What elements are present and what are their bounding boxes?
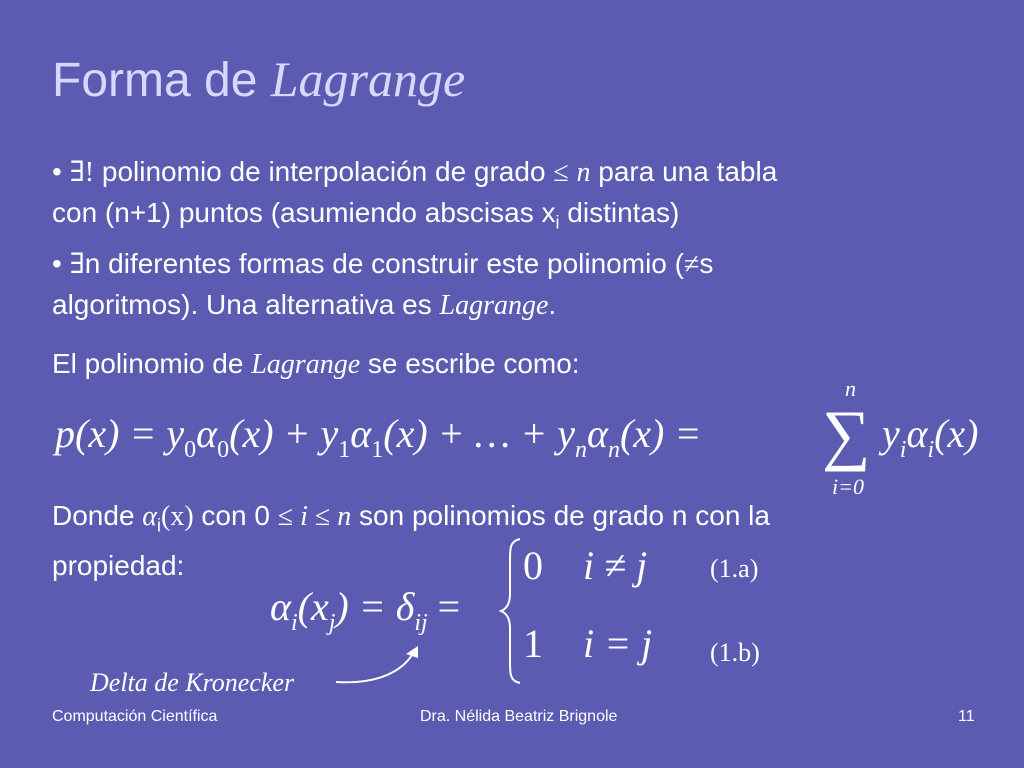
title-text: Forma de [52, 54, 258, 107]
sum-y: y [882, 411, 900, 456]
sum-lower-text: i=0 [832, 474, 864, 499]
where-text-c: son polinomios de grado n con la [351, 500, 770, 531]
intro-emphasis: Lagrange [251, 349, 361, 380]
bullet1-text-end: para una tabla [590, 156, 778, 187]
exists-symbol: ∃ [69, 249, 85, 280]
formula-sub: i [899, 437, 907, 463]
formula-term: (x) + … + y [383, 411, 575, 456]
alpha-symbol: α [270, 584, 291, 629]
degree-n: n [576, 157, 591, 188]
exists-unique-symbol: ∃! [69, 157, 95, 188]
lagrange-formula [55, 410, 701, 464]
formula-sub: i [927, 437, 935, 463]
bullet-forms [52, 244, 713, 326]
formula-lhs: p(x) = y [55, 411, 185, 456]
curved-arrow-icon [330, 640, 430, 690]
case-condition: i = j [583, 621, 653, 666]
formula-sub: 1 [338, 437, 351, 463]
footer-course: Computación Científica [52, 708, 218, 725]
where-text: Donde [52, 500, 143, 531]
bullet1-line2: con (n+1) puntos (asumiendo abscisas x [52, 197, 556, 228]
equation-label-1a: (1.a) [710, 554, 759, 583]
formula-term: (x) = [619, 411, 702, 456]
formula-sub: 0 [184, 437, 197, 463]
footer-page-number: 11 [958, 708, 975, 725]
intro-text: El polinomio de [52, 348, 252, 379]
where-paren: (x) [161, 501, 194, 532]
formula-sub: ij [414, 610, 428, 636]
sum-lower-limit [832, 474, 864, 500]
kron-open: (x [297, 584, 329, 629]
sum-tail: (x) [934, 411, 979, 456]
formula-sub: 1 [371, 437, 384, 463]
alpha-symbol: α [196, 411, 218, 456]
bullet1-sub-i: i [555, 212, 560, 233]
bullet2-period: . [548, 289, 557, 320]
bullet1-line2-end: distintas) [559, 197, 680, 228]
case-row-zero [523, 542, 648, 589]
index-n: n [330, 501, 352, 532]
bullet2-emphasis: Lagrange [439, 290, 549, 321]
formula-sub: 0 [217, 437, 230, 463]
where-text-b: con 0 [193, 500, 278, 531]
sum-term [882, 410, 979, 464]
case-row-one [523, 620, 653, 667]
where-line2: propiedad: [52, 549, 185, 581]
bullet-marker: • [52, 156, 62, 187]
kronecker-formula [270, 583, 460, 637]
formula-term: (x) + y [229, 411, 339, 456]
sum-upper-limit: n [845, 376, 856, 401]
alpha-symbol: α [142, 501, 157, 532]
alpha-symbol: α [586, 411, 608, 456]
equation-label-1b: (1.b) [710, 638, 760, 667]
formula-sub: j [328, 610, 336, 636]
leq-symbol: ≤ [553, 157, 569, 188]
bullet1-text: polinomio de interpolación de grado [94, 156, 554, 187]
formula-sub: i [291, 610, 298, 636]
kron-eq: = [427, 584, 461, 629]
summation-symbol: ∑ [822, 396, 871, 472]
alpha-symbol: α [350, 411, 372, 456]
formula-sub: n [607, 437, 620, 463]
slide-title [52, 50, 465, 108]
kronecker-annotation: Delta de Kronecker [90, 668, 295, 697]
alpha-sub: i [157, 515, 161, 536]
bullet-existence [52, 152, 777, 243]
case-value: 0 [523, 543, 543, 588]
where-sentence [52, 496, 770, 586]
footer-author: Dra. Nélida Beatriz Brignole [420, 708, 618, 725]
neq-symbol: ≠ [683, 249, 700, 280]
index-i: i [293, 501, 315, 532]
intro-sentence [52, 344, 580, 385]
alpha-symbol: α [906, 411, 928, 456]
bullet2-text: n diferentes formas de construir este polinomio ( [84, 248, 684, 279]
left-brace-icon [498, 536, 524, 686]
kron-delta: ) = δ [335, 584, 415, 629]
formula-sub: n [574, 437, 587, 463]
bullet-marker: • [52, 248, 62, 279]
bullet2-text-end: s [699, 248, 714, 279]
intro-text-end: se escribe como: [360, 348, 580, 379]
leq-symbol: ≤ [277, 501, 294, 532]
leq-symbol: ≤ [314, 501, 331, 532]
title-emphasis: Lagrange [270, 51, 466, 107]
bullet2-line2: algoritmos). Una alternativa es [52, 289, 440, 320]
case-value: 1 [523, 621, 543, 666]
case-condition: i ≠ j [583, 543, 648, 588]
